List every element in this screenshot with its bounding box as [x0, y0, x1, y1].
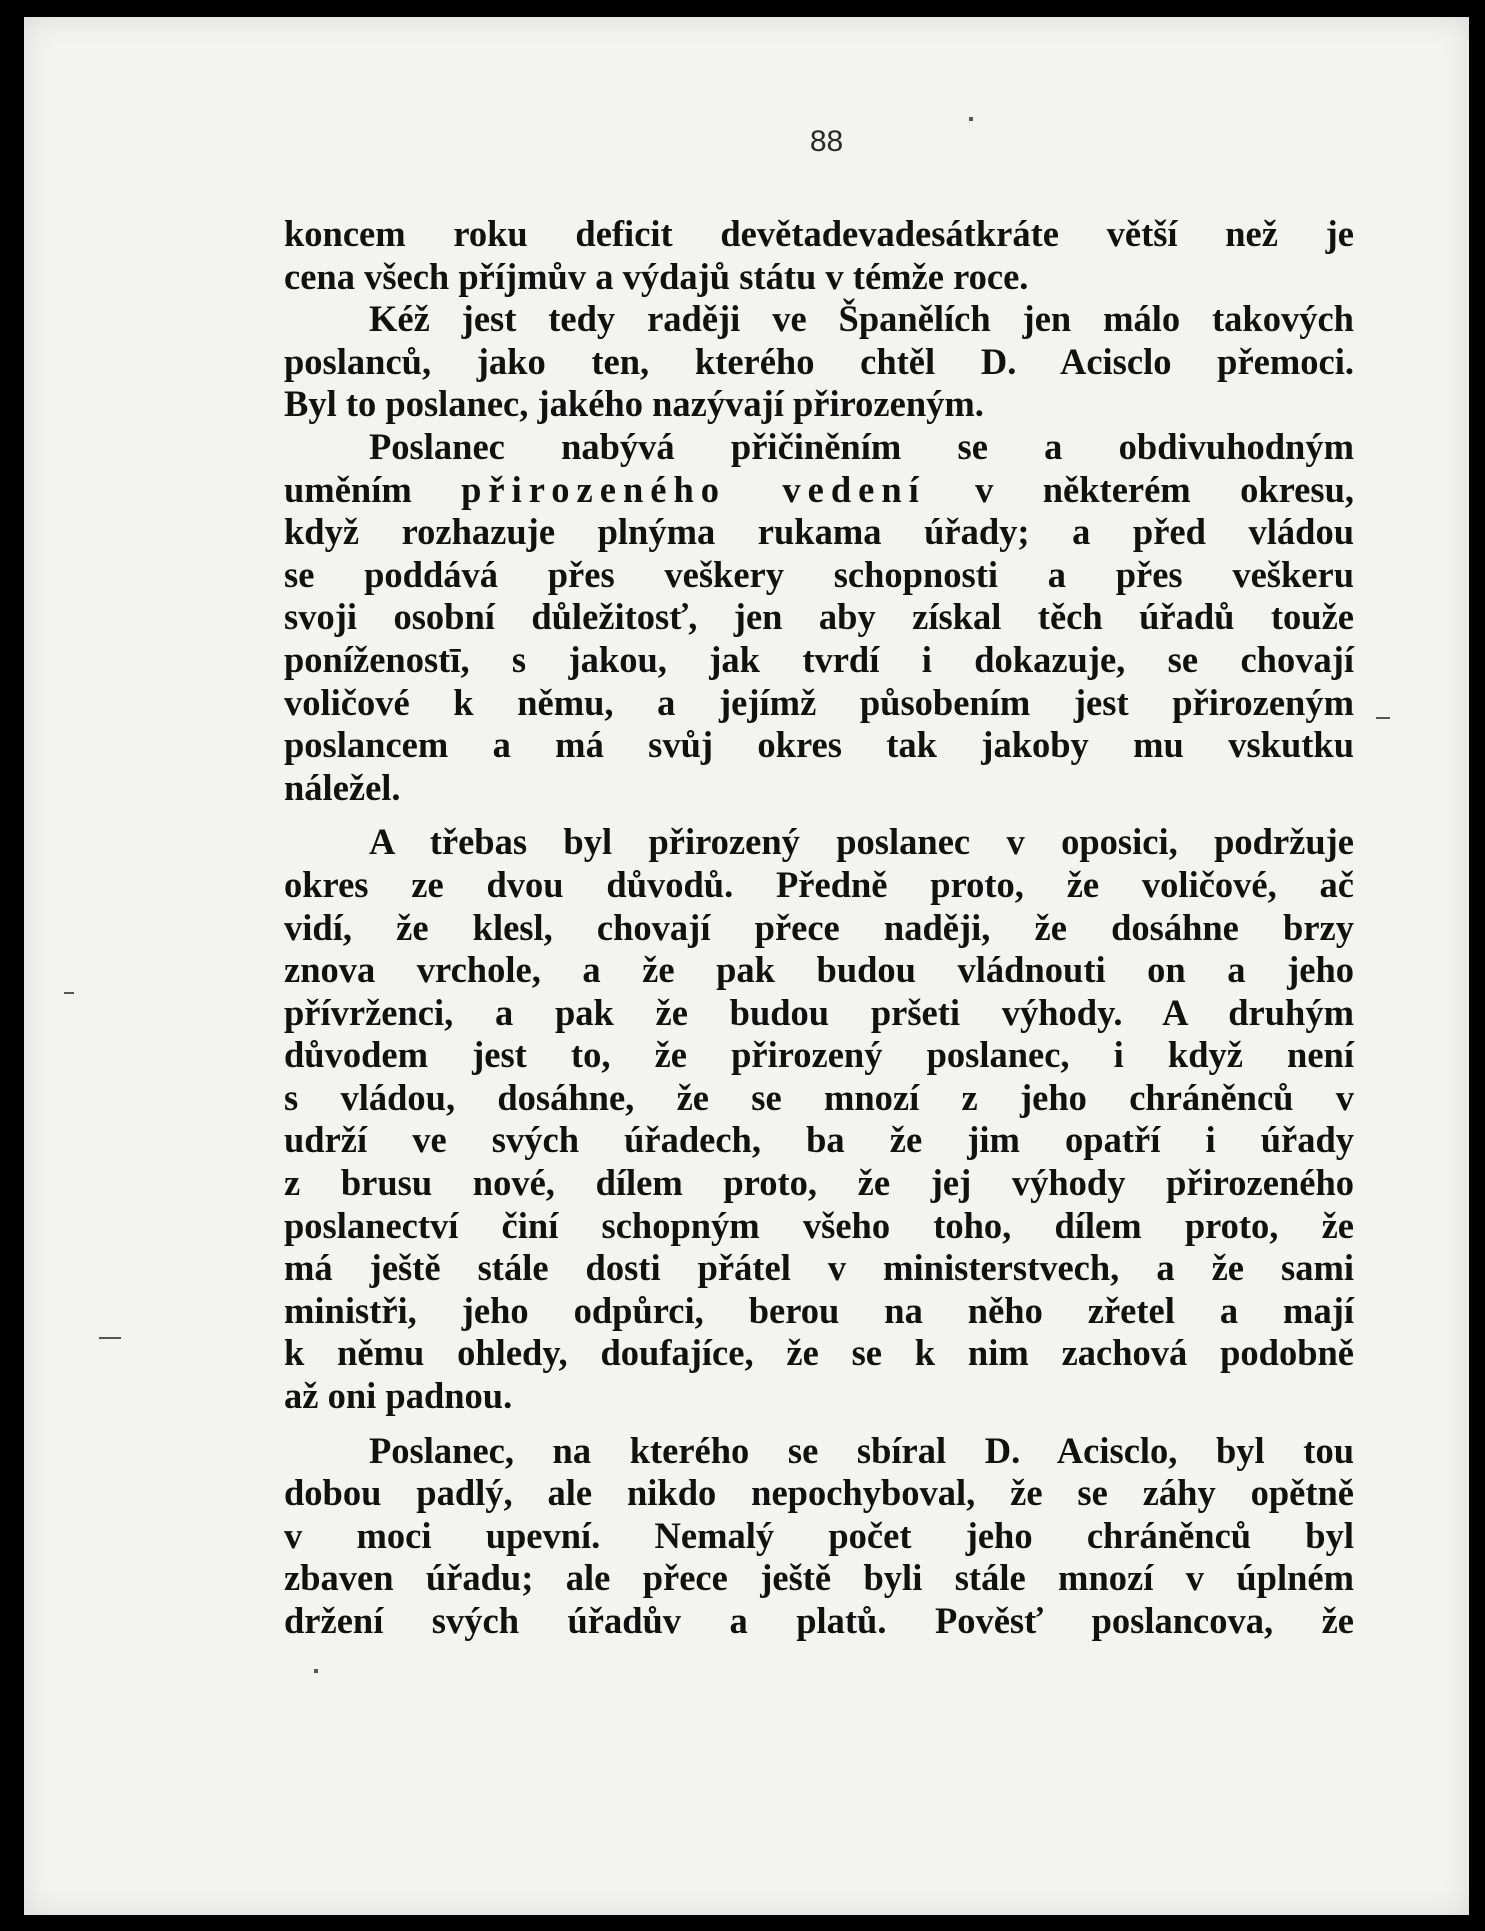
text-line: má ještě stále dosti přátel v ministerstvech, a že sami [284, 1247, 1354, 1289]
text-line: Byl to poslanec, jakého nazývají přirozeným. [284, 383, 984, 425]
text-line: Poslanec nabývá přičiněním se a obdivuhodným [369, 425, 1354, 467]
text-line: Kéž jest tedy raději ve Španělích jen málo takových [369, 298, 1354, 340]
text-line: dobou padlý, ale nikdo nepochyboval, že se záhy opětně [284, 1472, 1354, 1514]
text-line: poníženostī, s jakou, jak tvrdí i dokazuje, se chovají [284, 638, 1354, 680]
text-line: cena všech příjmův a výdajů státu v témže roce. [284, 255, 1029, 297]
text-line: voličové k němu, a jejímž působením jest přirozeným [284, 681, 1354, 723]
page-number: 88 [809, 125, 844, 158]
text-line: A třebas byl přirozený poslanec v oposici, podržuje [369, 821, 1354, 863]
emphasized-spaced-text: přirozeného vedení [461, 468, 926, 510]
text-segment: uměním [284, 468, 462, 510]
text-line: znova vrchole, a že pak budou vládnouti on a jeho [284, 949, 1354, 991]
text-line: k němu ohledy, doufajíce, že se k nim zachová podobně [284, 1332, 1354, 1374]
text-line: svoji osobní důležitosť, jen aby získal těch úřadů touže [284, 596, 1354, 638]
paragraph-gap [284, 1418, 1354, 1430]
text-line: poslancem a má svůj okres tak jakoby mu vskutku [284, 724, 1354, 766]
text-line: držení svých úřadův a platů. Pověsť poslancova, že [284, 1600, 1354, 1641]
text-line: koncem roku deficit devětadevadesátkráte větší než je [284, 213, 1354, 254]
text-segment: v některém okresu, [925, 468, 1354, 510]
paragraph-gap [284, 809, 1354, 821]
text-line: když rozhazuje plnýma rukama úřady; a před vládou [284, 511, 1354, 553]
text-line: okres ze dvou důvodů. Předně proto, že voličové, ač [284, 863, 1354, 905]
text-line: poslanectví činí schopným všeho toho, dílem proto, že [284, 1204, 1354, 1246]
scan-speck [1376, 717, 1390, 719]
text-line: důvodem jest to, že přirozený poslanec, i když není [284, 1034, 1354, 1076]
text-line: ministři, jeho odpůrci, berou na něho zřetel a mají [284, 1289, 1354, 1331]
scan-speck [969, 117, 973, 121]
text-line: s vládou, dosáhne, že se mnozí z jeho chráněnců v [284, 1076, 1354, 1118]
text-line: vidí, že klesl, chovají přece naději, že dosáhne brzy [284, 906, 1354, 948]
text-line: zbaven úřadu; ale přece ještě byli stále mnozí v úplném [284, 1557, 1354, 1599]
text-line: se poddává přes veškery schopnosti a přes veškeru [284, 553, 1354, 595]
text-line: přívrženci, a pak že budou pršeti výhody. A druhým [284, 991, 1354, 1033]
scan-speck [314, 1669, 318, 1673]
text-line: udrží ve svých úřadech, ba že jim opatří i úřady [284, 1119, 1354, 1161]
scan-speck [99, 1337, 121, 1339]
book-page [24, 17, 1469, 1915]
text-line: poslanců, jako ten, kterého chtěl D. Acisclo přemoci. [284, 340, 1354, 382]
text-line-with-spaced-emphasis [284, 469, 1354, 512]
text-line: z brusu nové, dílem proto, že jej výhody přirozeného [284, 1162, 1354, 1204]
text-line: v moci upevní. Nemalý počet jeho chráněnců byl [284, 1514, 1354, 1556]
text-line: náležel. [284, 766, 401, 808]
body-text [284, 213, 1354, 1643]
scan-speck [64, 992, 74, 994]
text-line: Poslanec, na kterého se sbíral D. Acisclo, byl tou [369, 1429, 1354, 1471]
text-line: až oni padnou. [284, 1375, 513, 1417]
